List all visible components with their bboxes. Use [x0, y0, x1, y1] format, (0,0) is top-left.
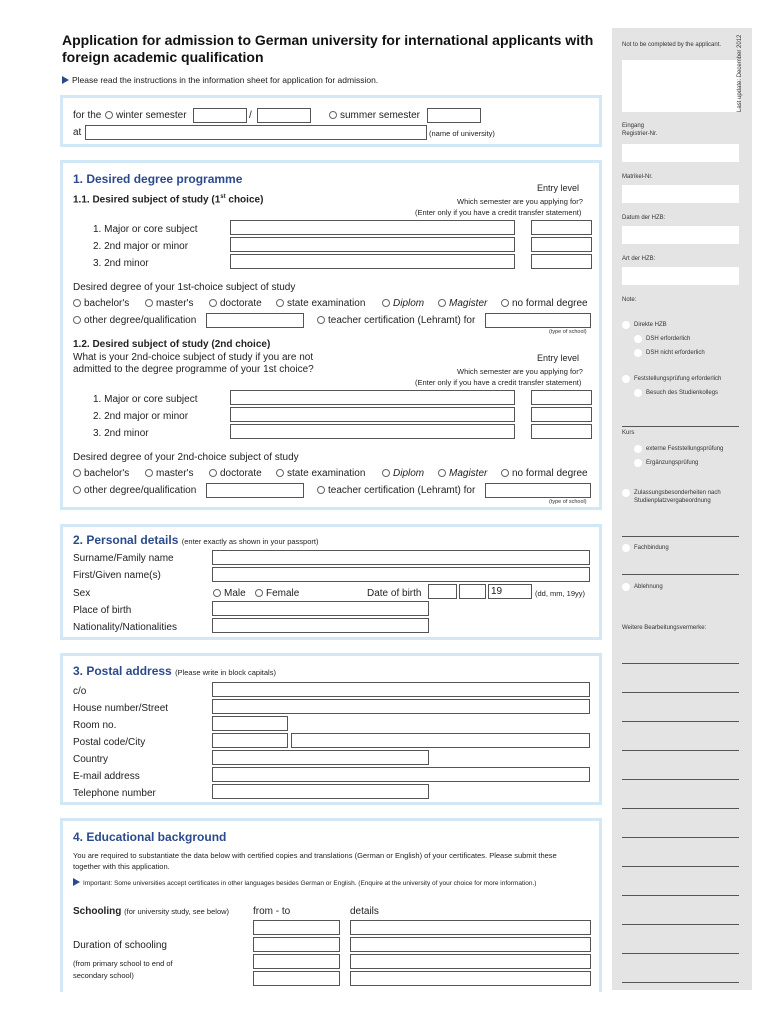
first-choice-title: [73, 194, 263, 205]
besuch-label: Besuch des Studienkollegs: [646, 390, 719, 396]
personal-title-text: 2. Personal details: [73, 533, 179, 547]
option-doctorate[interactable]: [209, 298, 262, 309]
option-label: teacher certification (Lehramt) for: [328, 485, 476, 496]
subject-2nd-minor-label: 3. 2nd minor: [93, 258, 149, 269]
radio-icon[interactable]: [382, 469, 390, 477]
option-label: other degree/qualification: [84, 485, 197, 496]
first-choice-sup: st: [220, 194, 226, 200]
country-label: Country: [73, 754, 109, 765]
personal-title-hint: (enter exactly as shown in your passport): [181, 537, 319, 546]
direkte-hzb-label: Direkte HZB: [634, 322, 667, 328]
subject-2nd-minor-input[interactable]: [230, 254, 515, 269]
sex-female-option[interactable]: [255, 588, 299, 599]
remark-line[interactable]: [622, 953, 739, 954]
entry2-level-3-input[interactable]: [531, 424, 592, 439]
dob-year-input[interactable]: 19: [488, 584, 532, 599]
postal-code-input[interactable]: [212, 733, 288, 748]
degree-section: [60, 160, 602, 510]
personal-title: [73, 533, 318, 547]
radio-icon[interactable]: [209, 469, 217, 477]
radio-icon[interactable]: [209, 299, 217, 307]
nationality-input[interactable]: [212, 618, 429, 633]
not-completed-note: Not to be completed by the applicant.: [622, 42, 722, 48]
entry2-level-1-input[interactable]: [531, 390, 592, 405]
first-name-input[interactable]: [212, 567, 590, 582]
university-hint: (name of university): [429, 129, 495, 138]
personal-section: [60, 524, 602, 640]
radio-icon[interactable]: [255, 589, 263, 597]
at-label: at: [73, 127, 82, 138]
office-use-sidebar: [612, 28, 752, 990]
desired-degree-second-label: Desired degree of your 2nd-choice subject of study: [73, 452, 299, 463]
entry2-level-2-input[interactable]: [531, 407, 592, 422]
option2-magister[interactable]: [438, 468, 487, 479]
schooling-from-to-4[interactable]: [253, 971, 340, 986]
room-label: Room no.: [73, 720, 117, 731]
option-state-exam[interactable]: [276, 298, 365, 309]
schooling-text: Schooling: [73, 906, 122, 917]
schooling-details-4[interactable]: [350, 971, 591, 986]
entry-level-1-input[interactable]: [531, 220, 592, 235]
title-line-1: Application for admission to German university for international applicants with: [62, 32, 594, 48]
important-note: [73, 878, 536, 887]
which-semester-label: Which semester are you applying for?: [457, 197, 583, 206]
option-label: state examination: [287, 468, 366, 479]
remark-line[interactable]: [622, 721, 739, 722]
radio-icon[interactable]: [438, 469, 446, 477]
which-semester-label-2: Which semester are you applying for?: [457, 367, 583, 376]
subject-major-label: 1. Major or core subject: [93, 224, 198, 235]
subject2-major-input[interactable]: [230, 390, 515, 405]
remark-line[interactable]: [622, 692, 739, 693]
degree-title: 1. Desired degree programme: [73, 172, 243, 186]
option-diplom[interactable]: [382, 298, 424, 309]
remark-line[interactable]: [622, 924, 739, 925]
zulassung-label-2: Studienplatzvergabeordnung: [634, 498, 711, 504]
option2-state-exam[interactable]: [276, 468, 365, 479]
externe-radio[interactable]: [634, 445, 642, 453]
registrier-label: Registrier-Nr.: [622, 131, 658, 137]
option-teacher-cert[interactable]: [317, 315, 475, 326]
winter-label: winter semester: [116, 110, 187, 121]
option-label: state examination: [287, 298, 366, 309]
city-input[interactable]: [291, 733, 590, 748]
last-update-note: Last update: December 2012: [737, 34, 743, 112]
postal-title-hint: (Please write in block capitals): [175, 668, 276, 677]
email-label: E-mail address: [73, 771, 140, 782]
subject2-2nd-minor-input[interactable]: [230, 424, 515, 439]
place-of-birth-label: Place of birth: [73, 605, 132, 616]
note-label: Note:: [622, 297, 637, 303]
option-master[interactable]: [145, 298, 193, 309]
option-label: bachelor's: [84, 298, 130, 309]
house-input[interactable]: [212, 699, 590, 714]
option-label: no formal degree: [512, 298, 588, 309]
important-text: Important: Some universities accept certificates in other languages besides German or English. (Enquire at the university of your choice for more information.): [83, 880, 537, 887]
option-label: Diplom: [393, 298, 425, 309]
ergaenzung-radio[interactable]: [634, 459, 642, 467]
schooling-from-to-2[interactable]: [253, 937, 340, 952]
house-label: House number/Street: [73, 703, 169, 714]
fachbindung-label: Fachbindung: [634, 545, 669, 551]
option2-no-degree[interactable]: [501, 468, 588, 479]
option-other-degree[interactable]: [73, 315, 196, 326]
radio-icon[interactable]: [73, 486, 81, 494]
feststellung-radio[interactable]: [622, 375, 630, 383]
sex-male-option[interactable]: [213, 588, 246, 599]
remark-line[interactable]: [622, 750, 739, 751]
radio-icon[interactable]: [382, 299, 390, 307]
entry-level-label-2: Entry level: [537, 353, 580, 363]
option2-doctorate[interactable]: [209, 468, 262, 479]
weitere-label: Weitere Bearbeitungsvermerke:: [622, 625, 707, 631]
semester-section: [60, 95, 602, 147]
schooling-from-to-1[interactable]: [253, 920, 340, 935]
dob-label: Date of birth: [367, 588, 422, 599]
fachbindung-line[interactable]: [622, 574, 739, 575]
second-choice-q2: admitted to the degree programme of your 1st choice?: [73, 364, 314, 375]
university-input[interactable]: [85, 125, 427, 140]
entry-level-3-input[interactable]: [531, 254, 592, 269]
option-no-degree[interactable]: [501, 298, 588, 309]
option-label: Magister: [449, 298, 488, 309]
email-input[interactable]: [212, 767, 590, 782]
radio-icon[interactable]: [317, 486, 325, 494]
other-degree2-input[interactable]: [206, 483, 304, 498]
male-label: Male: [224, 588, 246, 599]
option-label: doctorate: [220, 298, 262, 309]
postal-city-label: Postal code/City: [73, 737, 146, 748]
schooling-hint: (for university study, see below): [124, 907, 230, 916]
from-to-header: from - to: [253, 906, 291, 917]
kurs-label: Kurs: [622, 430, 635, 436]
option2-other-degree[interactable]: [73, 485, 196, 496]
zulassung-radio[interactable]: [622, 489, 630, 497]
instruction-line: [62, 75, 378, 85]
entry-level-label: Entry level: [537, 183, 580, 193]
female-label: Female: [266, 588, 300, 599]
duration-hint-2: secondary school): [73, 971, 134, 980]
option-label: other degree/qualification: [84, 315, 197, 326]
room-input[interactable]: [212, 716, 288, 731]
first-choice-end: choice): [225, 194, 264, 206]
dsh-nicht-radio[interactable]: [634, 349, 642, 357]
datum-hzb-label: Datum der HZB:: [622, 215, 666, 221]
first-name-label: First/Given name(s): [73, 570, 161, 581]
radio-icon[interactable]: [73, 316, 81, 324]
option-label: master's: [156, 468, 194, 479]
dsh-erf-label: DSH erforderlich: [646, 336, 691, 342]
place-of-birth-input[interactable]: [212, 601, 429, 616]
country-input[interactable]: [212, 750, 429, 765]
fachbindung-radio[interactable]: [622, 544, 630, 552]
art-hzb-label: Art der HZB:: [622, 256, 656, 262]
option-label: bachelor's: [84, 468, 130, 479]
education-intro-2: together with this application.: [73, 862, 170, 871]
dob-month-input[interactable]: [459, 584, 486, 599]
option2-teacher-cert[interactable]: [317, 485, 475, 496]
subject2-major-label: 1. Major or core subject: [93, 394, 198, 405]
duration-label: Duration of schooling: [73, 940, 167, 951]
radio-icon[interactable]: [73, 469, 81, 477]
option2-diplom[interactable]: [382, 468, 424, 479]
arrow-icon: [73, 878, 80, 886]
radio-icon[interactable]: [276, 299, 284, 307]
art-hzb-input[interactable]: [622, 267, 739, 285]
first-choice-text: 1.1. Desired subject of study (1: [73, 194, 221, 206]
option-label: doctorate: [220, 468, 262, 479]
dob-format-hint: (dd, mm, 19yy): [535, 589, 586, 598]
radio-icon[interactable]: [501, 469, 509, 477]
second-choice-q1: What is your 2nd-choice subject of study if you are not: [73, 352, 314, 363]
remark-line[interactable]: [622, 808, 739, 809]
radio-icon[interactable]: [329, 111, 337, 119]
summer-label: summer semester: [340, 110, 421, 121]
kurs-line[interactable]: [622, 426, 739, 427]
option-label: master's: [156, 298, 194, 309]
surname-input[interactable]: [212, 550, 590, 565]
entry-level-2-input[interactable]: [531, 237, 592, 252]
phone-label: Telephone number: [73, 788, 156, 799]
subject2-2nd-major-label: 2. 2nd major or minor: [93, 411, 189, 422]
remark-line[interactable]: [622, 837, 739, 838]
option-bachelor[interactable]: [73, 298, 129, 309]
ablehnung-label: Ablehnung: [634, 584, 663, 590]
title-line-2: foreign academic qualification: [62, 49, 264, 65]
for-the-label: for the: [73, 110, 102, 121]
option-label: Diplom: [393, 468, 425, 479]
dob-day-input[interactable]: [428, 584, 457, 599]
office-stamp-box[interactable]: [622, 60, 739, 112]
summer-semester-option[interactable]: [329, 110, 420, 121]
registrier-input[interactable]: [622, 144, 739, 162]
matrikel-label: Matrikel-Nr.: [622, 174, 653, 180]
datum-hzb-input[interactable]: [622, 226, 739, 244]
schooling-details-1[interactable]: [350, 920, 591, 935]
radio-icon[interactable]: [105, 111, 113, 119]
postal-title-text: 3. Postal address: [73, 664, 172, 678]
instruction-text: Please read the instructions in the information sheet for application for admission.: [72, 75, 379, 85]
other-degree-input[interactable]: [206, 313, 304, 328]
credit-hint-2: (Enter only if you have a credit transfer statement): [415, 378, 582, 387]
dsh-nicht-label: DSH nicht erforderlich: [646, 350, 705, 356]
radio-icon[interactable]: [276, 469, 284, 477]
winter-year2-input[interactable]: [257, 108, 311, 123]
option-label: Magister: [449, 468, 488, 479]
winter-year-input[interactable]: [193, 108, 247, 123]
slash-label: /: [249, 110, 252, 121]
second-choice-title: 1.2. Desired subject of study (2nd choice): [73, 339, 271, 350]
subject-2nd-major-input[interactable]: [230, 237, 515, 252]
phone-input[interactable]: [212, 784, 429, 799]
feststellung-label: Feststellungsprüfung erforderlich: [634, 376, 722, 382]
option-label: teacher certification (Lehramt) for: [328, 315, 476, 326]
surname-label: Surname/Family name: [73, 553, 174, 564]
option-label: no formal degree: [512, 468, 588, 479]
subject2-2nd-major-input[interactable]: [230, 407, 515, 422]
subject2-2nd-minor-label: 3. 2nd minor: [93, 428, 149, 439]
radio-icon[interactable]: [501, 299, 509, 307]
remark-line[interactable]: [622, 982, 739, 983]
desired-degree-first-label: Desired degree of your 1st-choice subject of study: [73, 282, 296, 293]
arrow-icon: [62, 76, 69, 84]
teacher-school-input[interactable]: [485, 313, 591, 328]
schooling-from-to-3[interactable]: [253, 954, 340, 969]
duration-hint-1: (from primary school to end of: [73, 959, 173, 968]
postal-title: [73, 664, 276, 678]
education-intro: [73, 850, 593, 872]
ablehnung-radio[interactable]: [622, 583, 630, 591]
form-title: [62, 32, 602, 66]
remark-line[interactable]: [622, 779, 739, 780]
education-title: 4. Educational background: [73, 830, 227, 844]
schooling-details-3[interactable]: [350, 954, 591, 969]
details-header: details: [350, 906, 379, 917]
education-intro-1: You are required to substantiate the data below with certified copies and translations (German or English) of your certificates. Please submit these: [73, 851, 557, 860]
remark-line[interactable]: [622, 895, 739, 896]
radio-icon[interactable]: [438, 299, 446, 307]
ergaenzung-label: Ergänzungsprüfung: [646, 460, 699, 466]
winter-semester-option[interactable]: [105, 110, 187, 121]
sex-label: Sex: [73, 588, 91, 599]
postal-section: [60, 653, 602, 805]
option-magister[interactable]: [438, 298, 487, 309]
besuch-radio[interactable]: [634, 389, 642, 397]
radio-icon[interactable]: [73, 299, 81, 307]
schooling-label: [73, 906, 229, 917]
type-of-school-hint: (type of school): [549, 329, 587, 335]
dsh-erf-radio[interactable]: [634, 335, 642, 343]
subject-major-input[interactable]: [230, 220, 515, 235]
radio-icon[interactable]: [145, 469, 153, 477]
remark-line[interactable]: [622, 866, 739, 867]
option2-bachelor[interactable]: [73, 468, 129, 479]
schooling-details-2[interactable]: [350, 937, 591, 952]
zulassung-label-1: Zulassungsbesonderheiten nach: [634, 490, 721, 496]
subject-2nd-major-label: 2. 2nd major or minor: [93, 241, 189, 252]
externe-label: externe Feststellungsprüfung: [646, 446, 724, 452]
direkte-hzb-radio[interactable]: [622, 321, 630, 329]
teacher-school2-input[interactable]: [485, 483, 591, 498]
summer-year-input[interactable]: [427, 108, 481, 123]
co-input[interactable]: [212, 682, 590, 697]
type-of-school-hint-2: (type of school): [549, 499, 587, 505]
credit-hint: (Enter only if you have a credit transfer statement): [415, 208, 582, 217]
matrikel-input[interactable]: [622, 185, 739, 203]
education-section: [60, 818, 602, 992]
radio-icon[interactable]: [213, 589, 221, 597]
eingang-label: Eingang: [622, 123, 645, 129]
nationality-label: Nationality/Nationalities: [73, 622, 177, 633]
radio-icon[interactable]: [317, 316, 325, 324]
radio-icon[interactable]: [145, 299, 153, 307]
zulassung-line[interactable]: [622, 536, 739, 537]
option2-master[interactable]: [145, 468, 193, 479]
co-label: c/o: [73, 686, 87, 697]
remark-line[interactable]: [622, 663, 739, 664]
